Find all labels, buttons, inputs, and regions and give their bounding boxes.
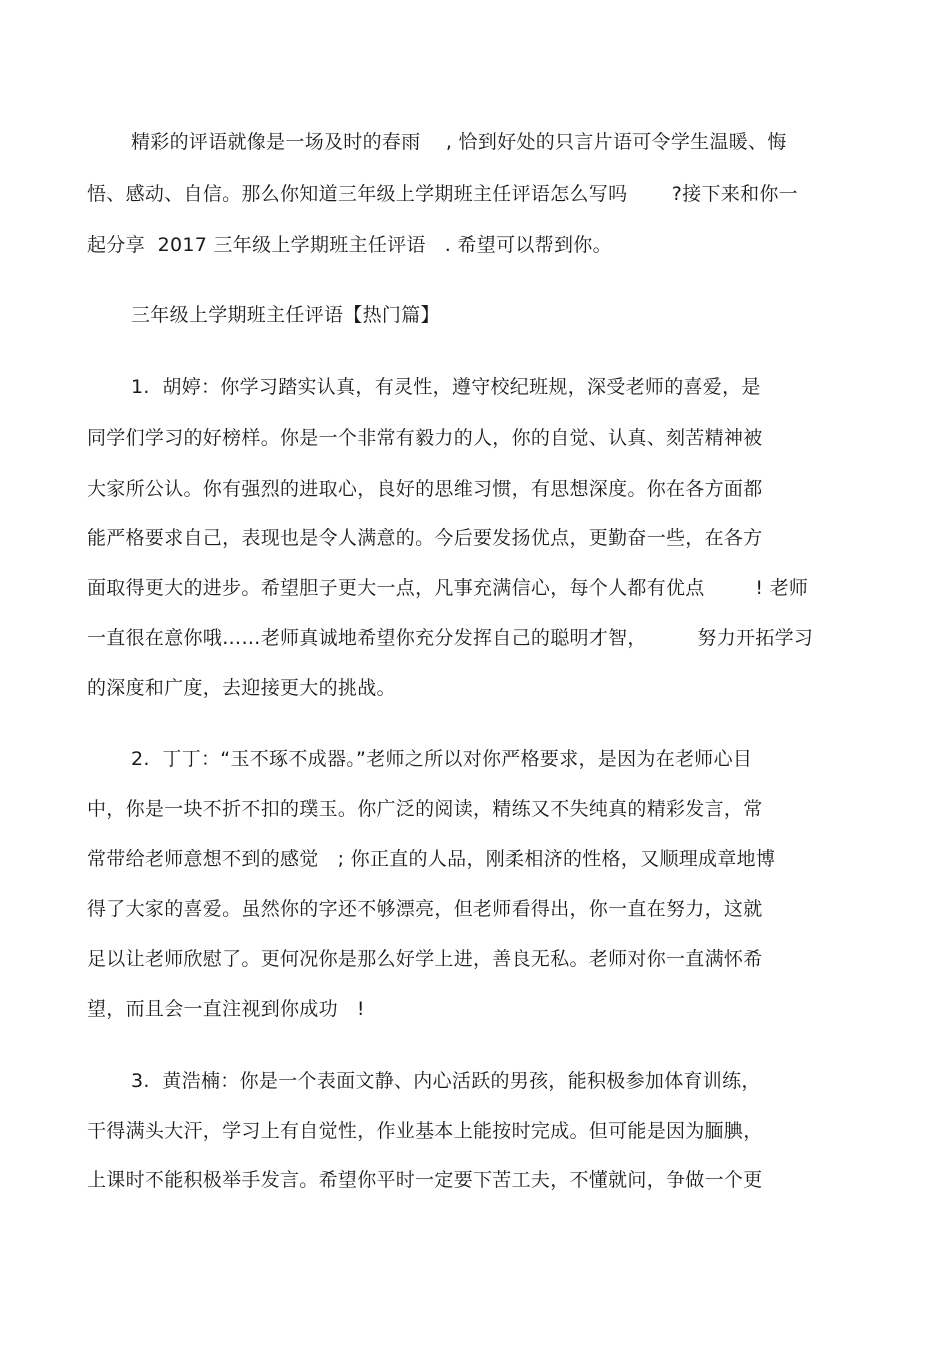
item-3-line-1: 3. 黄浩楠：你是一个表面文静、内心活跃的男孩，能积极参加体育训练，: [131, 1070, 761, 1092]
intro-line-3: 起分享 2017 三年级上学期班主任评语 . 希望可以帮到你。: [87, 234, 612, 256]
intro-line-1: 精彩的评语就像是一场及时的春雨 , 恰到好处的只言片语可令学生温暖、悔: [131, 131, 787, 153]
item-2-line-3: 常带给老师意想不到的感觉 ; 你正直的人品，刚柔相济的性格，又顺理成章地博: [87, 848, 776, 870]
item-2-line-6: 望，而且会一直注视到你成功 !: [87, 998, 365, 1020]
item-2-line-5: 足以让老师欣慰了。更何况你是那么好学上进，善良无私。老师对你一直满怀希: [87, 948, 763, 970]
intro-line-2: 悟、感动、自信。那么你知道三年级上学期班主任评语怎么写吗 ?接下来和你一: [87, 183, 798, 205]
section-heading: 三年级上学期班主任评语【热门篇】: [131, 304, 440, 326]
item-2-line-2: 中，你是一块不折不扣的璞玉。你广泛的阅读，精练又不失纯真的精彩发言，常: [87, 798, 763, 820]
item-1-line-6: 一直很在意你哦……老师真诚地希望你充分发挥自己的聪明才智， 努力开拓学习: [87, 627, 814, 649]
item-2-line-1: 2. 丁丁：“玉不琢不成器。”老师之所以对你严格要求，是因为在老师心目: [131, 748, 753, 770]
item-3-line-3: 上课时不能积极举手发言。希望你平时一定要下苦工夫，不懂就问，争做一个更: [87, 1169, 763, 1191]
item-1-line-1: 1. 胡婷：你学习踏实认真，有灵性，遵守校纪班规，深受老师的喜爱，是: [131, 376, 761, 398]
item-1-line-2: 同学们学习的好榜样。你是一个非常有毅力的人，你的自觉、认真、刻苦精神被: [87, 427, 763, 449]
item-1-line-7: 的深度和广度，去迎接更大的挑战。: [87, 677, 396, 699]
item-3-line-2: 干得满头大汗，学习上有自觉性，作业基本上能按时完成。但可能是因为腼腆，: [87, 1120, 763, 1142]
item-1-line-5: 面取得更大的进步。希望胆子更大一点，凡事充满信心，每个人都有优点 ! 老师: [87, 577, 809, 599]
item-2-line-4: 得了大家的喜爱。虽然你的字还不够漂亮，但老师看得出，你一直在努力，这就: [87, 898, 763, 920]
item-1-line-3: 大家所公认。你有强烈的进取心，良好的思维习惯，有思想深度。你在各方面都: [87, 478, 763, 500]
item-1-line-4: 能严格要求自己，表现也是令人满意的。今后要发扬优点，更勤奋一些，在各方: [87, 527, 763, 549]
